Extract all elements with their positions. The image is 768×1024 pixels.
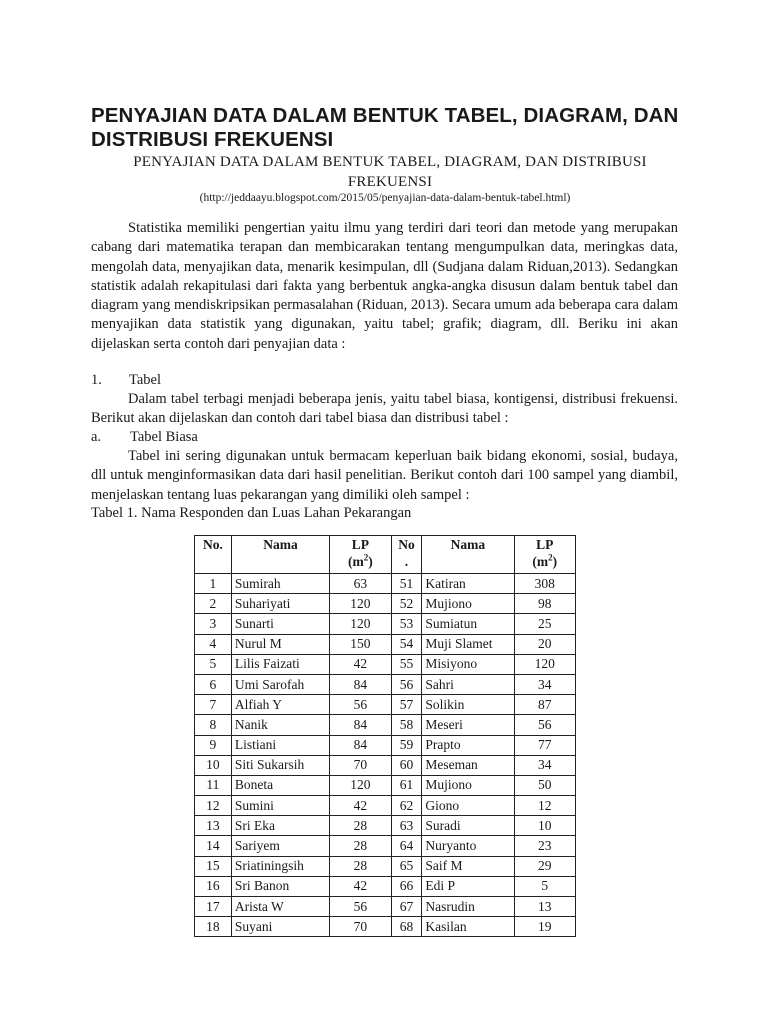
document-title: PENYAJIAN DATA DALAM BENTUK TABEL, DIAGRAM, DAN DISTRIBUSI FREKUENSI <box>91 104 679 151</box>
row-lp-2-cell: 12 <box>514 796 576 816</box>
row-no-2-cell: 58 <box>391 715 422 735</box>
row-no-cell: 2 <box>195 594 232 614</box>
row-name-2-cell: Sahri <box>422 674 514 694</box>
row-no-2-cell: 51 <box>391 574 422 594</box>
row-no-cell: 8 <box>195 715 232 735</box>
row-name-2-cell: Katiran <box>422 574 514 594</box>
row-no-2-cell: 52 <box>391 594 422 614</box>
row-name-cell: Sri Eka <box>231 816 329 836</box>
header-lp-unit-close: ) <box>368 554 373 569</box>
row-no-2-cell: 67 <box>391 897 422 917</box>
table-row <box>195 574 576 594</box>
row-lp-2-cell: 5 <box>514 876 576 896</box>
table-row <box>195 876 576 896</box>
table-row <box>195 775 576 795</box>
row-name-cell: Sariyem <box>231 836 329 856</box>
row-no-2-cell: 66 <box>391 876 422 896</box>
header-nama-2-text: Nama <box>450 537 486 552</box>
row-name-2-cell: Sumiatun <box>422 614 514 634</box>
row-lp-2-cell: 50 <box>514 775 576 795</box>
row-name-cell: Sunarti <box>231 614 329 634</box>
row-name-cell: Nurul M <box>231 634 329 654</box>
row-name-cell: Arista W <box>231 897 329 917</box>
subsection-letter: a. <box>91 429 102 445</box>
row-no-2-cell: 54 <box>391 634 422 654</box>
table-row <box>195 735 576 755</box>
row-name-cell: Suyani <box>231 917 329 937</box>
row-no-cell: 15 <box>195 856 232 876</box>
row-lp-2-cell: 87 <box>514 695 576 715</box>
header-no-text: No. <box>202 537 223 552</box>
row-lp-cell: 42 <box>330 654 391 674</box>
header-no-2-dot: . <box>404 554 409 569</box>
row-lp-cell: 42 <box>330 876 391 896</box>
row-no-2-cell: 56 <box>391 674 422 694</box>
row-name-cell: Sri Banon <box>231 876 329 896</box>
row-lp-2-cell: 98 <box>514 594 576 614</box>
header-nama-text: Nama <box>263 537 298 552</box>
row-no-cell: 12 <box>195 796 232 816</box>
row-name-2-cell: Suradi <box>422 816 514 836</box>
row-name-cell: Siti Sukarsih <box>231 755 329 775</box>
table-row <box>195 755 576 775</box>
row-lp-cell: 120 <box>330 614 391 634</box>
row-no-cell: 18 <box>195 917 232 937</box>
row-no-2-cell: 57 <box>391 695 422 715</box>
row-no-cell: 13 <box>195 816 232 836</box>
row-name-cell: Umi Sarofah <box>231 674 329 694</box>
row-lp-cell: 70 <box>330 755 391 775</box>
row-name-cell: Sriatiningsih <box>231 856 329 876</box>
row-name-2-cell: Mujiono <box>422 594 514 614</box>
row-lp-2-cell: 23 <box>514 836 576 856</box>
table-header-row <box>195 536 576 574</box>
table-row <box>195 816 576 836</box>
row-lp-2-cell: 19 <box>514 917 576 937</box>
header-lp-text: LP <box>351 537 370 552</box>
row-no-cell: 16 <box>195 876 232 896</box>
row-no-2-cell: 64 <box>391 836 422 856</box>
row-no-2-cell: 55 <box>391 654 422 674</box>
section-heading-text: Tabel <box>129 372 161 388</box>
respondent-table <box>194 535 576 937</box>
table-row <box>195 634 576 654</box>
intro-paragraph: Statistika memiliki pengertian yaitu ilmu yang terdiri dari teori dan metode yang merupakan cabang dari matematika terapan dan membicarakan tentang mengumpulkan data, meringkas data, mengolah data, menyajikan data, menarik kesimpulan, dll (Sudjana dalam Riduan,2013). Sedangkan statistik adalah rekapitulasi dari fakta yang berbentuk angka-angka disusun dalam bentuk tabel dan diagram yang mendiskripsikan permasalahan (Riduan, 2013). Secara umum ada beberapa cara dalam menyajikan data statistik yang digunakan, yaitu tabel; grafik; diagram, dll. Beriku ini akan dijelaskan serta contoh dari penyajian data : <box>91 220 678 352</box>
row-name-cell: Alfiah Y <box>231 695 329 715</box>
header-lp-2-unit-close: ) <box>552 554 558 569</box>
row-lp-2-cell: 308 <box>514 574 576 594</box>
row-no-2-cell: 65 <box>391 856 422 876</box>
row-lp-cell: 28 <box>330 816 391 836</box>
row-lp-cell: 63 <box>330 574 391 594</box>
row-lp-cell: 56 <box>330 695 391 715</box>
table-row <box>195 715 576 735</box>
row-no-2-cell: 53 <box>391 614 422 634</box>
row-lp-cell: 120 <box>330 594 391 614</box>
section-paragraph: Dalam tabel terbagi menjadi beberapa jenis, yaitu tabel biasa, kontigensi, distribusi frekuensi. Berikut akan dijelaskan dan contoh dari tabel biasa dan distribusi tabel : <box>91 391 678 427</box>
table-row <box>195 897 576 917</box>
row-no-cell: 7 <box>195 695 232 715</box>
row-no-cell: 1 <box>195 574 232 594</box>
subsection-paragraph: Tabel ini sering digunakan untuk bermacam keperluan baik bidang ekonomi, sosial, budaya, dll untuk menginformasikan data dari hasil penelitian. Berikut contoh dari 100 sampel yang diambil, menjelaskan tentang luas pekarangan yang dimiliki oleh sampel : <box>91 448 678 503</box>
row-lp-cell: 84 <box>330 674 391 694</box>
header-no <box>195 536 232 574</box>
header-lp <box>330 536 391 574</box>
row-name-2-cell: Misiyono <box>422 654 514 674</box>
row-name-2-cell: Muji Slamet <box>422 634 514 654</box>
row-lp-2-cell: 120 <box>514 654 576 674</box>
row-name-2-cell: Solikin <box>422 695 514 715</box>
row-name-2-cell: Meseman <box>422 755 514 775</box>
header-no-2-text: No <box>398 537 415 552</box>
row-name-2-cell: Saif M <box>422 856 514 876</box>
row-name-2-cell: Nuryanto <box>422 836 514 856</box>
row-lp-cell: 84 <box>330 735 391 755</box>
row-no-2-cell: 68 <box>391 917 422 937</box>
row-lp-2-cell: 34 <box>514 674 576 694</box>
section-heading-tabel <box>91 371 161 390</box>
row-no-cell: 6 <box>195 674 232 694</box>
row-no-2-cell: 61 <box>391 775 422 795</box>
row-no-2-cell: 60 <box>391 755 422 775</box>
row-no-cell: 17 <box>195 897 232 917</box>
row-name-2-cell: Mujiono <box>422 775 514 795</box>
row-no-cell: 4 <box>195 634 232 654</box>
header-lp-2-text: LP <box>536 537 554 552</box>
header-no-2 <box>391 536 422 574</box>
row-lp-2-cell: 25 <box>514 614 576 634</box>
table-row <box>195 917 576 937</box>
table-row <box>195 674 576 694</box>
table-row <box>195 836 576 856</box>
row-no-cell: 14 <box>195 836 232 856</box>
row-lp-cell: 70 <box>330 917 391 937</box>
row-lp-2-cell: 77 <box>514 735 576 755</box>
row-name-cell: Listiani <box>231 735 329 755</box>
row-no-cell: 10 <box>195 755 232 775</box>
row-no-2-cell: 62 <box>391 796 422 816</box>
subsection-heading-text: Tabel Biasa <box>130 429 198 445</box>
header-lp-2 <box>514 536 576 574</box>
row-name-cell: Sumini <box>231 796 329 816</box>
row-name-2-cell: Nasrudin <box>422 897 514 917</box>
row-no-cell: 5 <box>195 654 232 674</box>
row-no-cell: 9 <box>195 735 232 755</box>
table-row <box>195 614 576 634</box>
row-no-cell: 11 <box>195 775 232 795</box>
section-number: 1. <box>91 372 102 388</box>
header-lp-unit-sup: 2 <box>363 552 369 563</box>
row-name-cell: Nanik <box>231 715 329 735</box>
header-nama <box>231 536 329 574</box>
table-row <box>195 695 576 715</box>
table-row <box>195 654 576 674</box>
header-lp-2-unit-sup: 2 <box>548 552 553 563</box>
row-lp-cell: 28 <box>330 856 391 876</box>
row-lp-cell: 120 <box>330 775 391 795</box>
row-name-cell: Boneta <box>231 775 329 795</box>
row-no-2-cell: 63 <box>391 816 422 836</box>
row-name-cell: Sumirah <box>231 574 329 594</box>
row-name-cell: Lilis Faizati <box>231 654 329 674</box>
row-lp-2-cell: 10 <box>514 816 576 836</box>
source-link: (http://jeddaayu.blogspot.com/2015/05/penyajian-data-dalam-bentuk-tabel.html) <box>199 192 571 204</box>
row-lp-2-cell: 56 <box>514 715 576 735</box>
row-name-2-cell: Kasilan <box>422 917 514 937</box>
row-name-2-cell: Giono <box>422 796 514 816</box>
row-lp-2-cell: 13 <box>514 897 576 917</box>
header-lp-2-unit: (m <box>532 554 549 569</box>
row-name-2-cell: Meseri <box>422 715 514 735</box>
row-lp-2-cell: 34 <box>514 755 576 775</box>
row-lp-cell: 42 <box>330 796 391 816</box>
table-row <box>195 796 576 816</box>
row-lp-cell: 84 <box>330 715 391 735</box>
header-lp-unit: (m <box>348 554 364 569</box>
table-caption: Tabel 1. Nama Responden dan Luas Lahan Pekarangan <box>91 505 412 521</box>
row-no-cell: 3 <box>195 614 232 634</box>
row-no-2-cell: 59 <box>391 735 422 755</box>
row-name-2-cell: Prapto <box>422 735 514 755</box>
header-nama-2 <box>422 536 514 574</box>
row-name-cell: Suhariyati <box>231 594 329 614</box>
table-row <box>195 856 576 876</box>
row-lp-cell: 28 <box>330 836 391 856</box>
subsection-heading-tabel-biasa <box>91 428 198 447</box>
row-lp-2-cell: 20 <box>514 634 576 654</box>
row-lp-cell: 56 <box>330 897 391 917</box>
table-body <box>195 574 576 937</box>
table-row <box>195 594 576 614</box>
row-lp-cell: 150 <box>330 634 391 654</box>
row-name-2-cell: Edi P <box>422 876 514 896</box>
document-subtitle: PENYAJIAN DATA DALAM BENTUK TABEL, DIAGRAM, DAN DISTRIBUSI FREKUENSI <box>133 154 647 190</box>
row-lp-2-cell: 29 <box>514 856 576 876</box>
